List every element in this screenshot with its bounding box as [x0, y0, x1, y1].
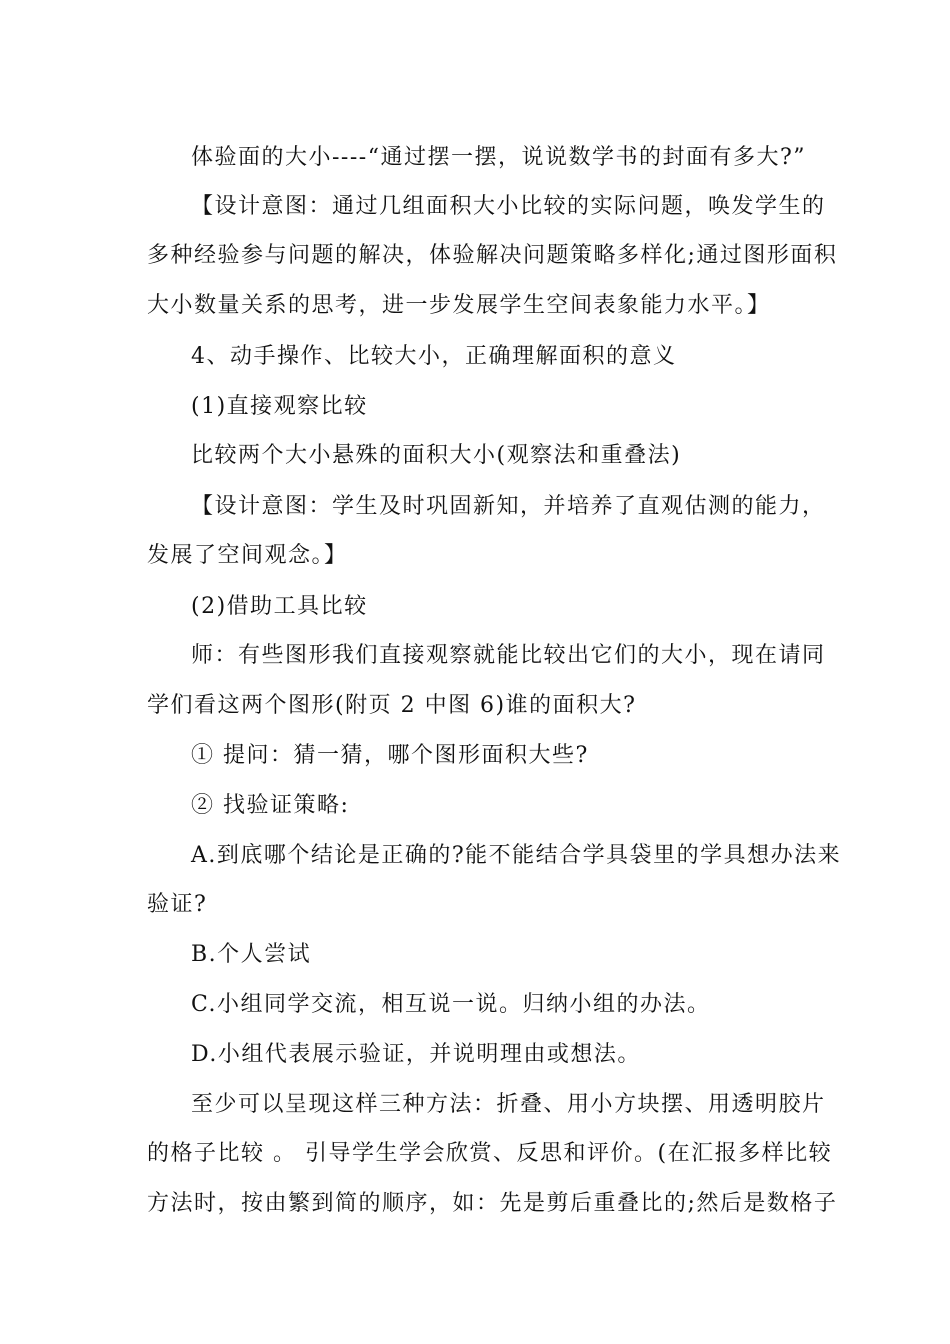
list-item: A.到底哪个结论是正确的?能不能结合学具袋里的学具想办法来 — [191, 843, 842, 868]
list-item: ① 提问：猜一猜，哪个图形面积大些? — [191, 743, 589, 768]
text-line: 的格子比较 。 引导学生学会欣赏、反思和评价。(在汇报多样比较 — [147, 1141, 833, 1166]
text-line: 验证? — [147, 892, 208, 917]
design-intent-line: 【设计意图：通过几组面积大小比较的实际问题，唤发学生的 — [191, 194, 826, 219]
list-item: ② 找验证策略: — [191, 793, 350, 818]
text-line: 大小数量关系的思考，进一步发展学生空间表象能力水平。】 — [147, 293, 771, 318]
list-item: B.个人尝试 — [191, 942, 312, 967]
text-line: 发展了空间观念。】 — [147, 543, 348, 568]
text-line: 多种经验参与问题的解决，体验解决问题策略多样化;通过图形面积 — [147, 243, 838, 268]
list-item: D.小组代表展示验证，并说明理由或想法。 — [191, 1042, 641, 1067]
text-line: 学们看这两个图形(附页 2 中图 6)谁的面积大? — [147, 693, 637, 718]
design-intent-line: 【设计意图：学生及时巩固新知，并培养了直观估测的能力， — [191, 494, 826, 519]
text-line: 至少可以呈现这样三种方法：折叠、用小方块摆、用透明胶片 — [191, 1092, 826, 1117]
subsection-heading: (1)直接观察比较 — [191, 394, 368, 419]
text-line: 师：有些图形我们直接观察就能比较出它们的大小，现在请同 — [191, 643, 826, 668]
text-line: 体验面的大小----“通过摆一摆，说说数学书的封面有多大?” — [191, 145, 807, 170]
subsection-heading: (2)借助工具比较 — [191, 594, 368, 619]
section-heading: 4、动手操作、比较大小，正确理解面积的意义 — [191, 344, 677, 369]
text-line: 比较两个大小悬殊的面积大小(观察法和重叠法) — [191, 443, 682, 468]
list-item: C.小组同学交流，相互说一说。归纳小组的办法。 — [191, 992, 711, 1017]
text-line: 方法时，按由繁到简的顺序，如：先是剪后重叠比的;然后是数格子 — [147, 1191, 838, 1216]
